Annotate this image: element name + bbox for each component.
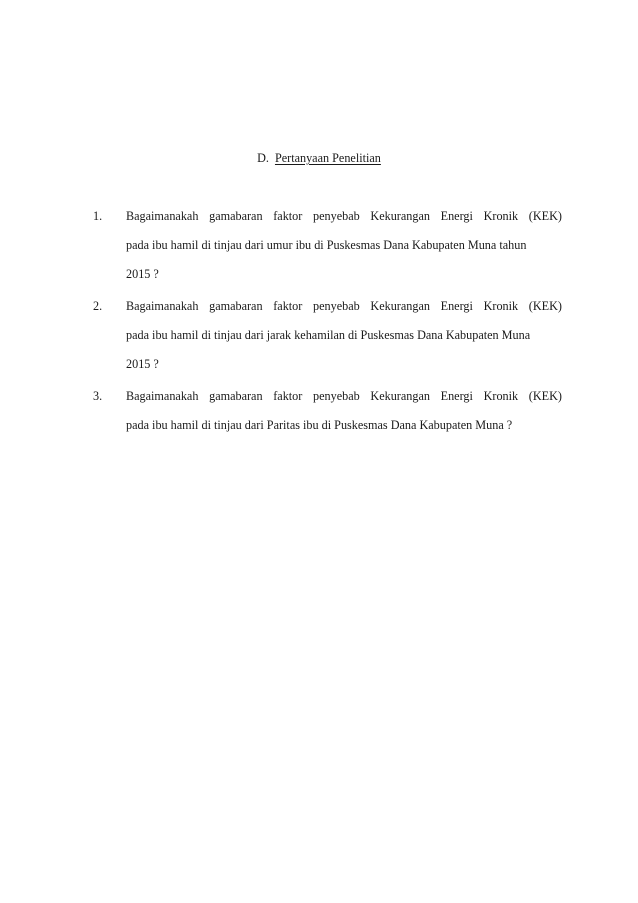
word: (KEK) — [528, 389, 562, 403]
word: penyebab — [313, 389, 360, 403]
word: Kronik — [483, 299, 519, 313]
word: Bagaimanakah — [126, 299, 199, 313]
question-item — [0, 292, 638, 382]
word: penyebab — [313, 299, 360, 313]
question-line-3: 2015 ? — [126, 267, 159, 281]
word: Kekurangan — [370, 389, 430, 403]
word: Energi — [440, 209, 473, 223]
word: Kekurangan — [370, 299, 430, 313]
question-line-3: 2015 ? — [126, 357, 159, 371]
section-title: Pertanyaan Penelitian — [274, 151, 381, 165]
question-line-2: pada ibu hamil di tinjau dari jarak kehamilan di Puskesmas Dana Kabupaten Muna — [126, 328, 531, 342]
word: Kronik — [483, 389, 519, 403]
question-line-2: pada ibu hamil di tinjau dari umur ibu di Puskesmas Dana Kabupaten Muna tahun — [126, 238, 527, 252]
section-letter: D. — [257, 151, 269, 165]
word: gamabaran — [209, 209, 263, 223]
section-heading — [0, 150, 638, 166]
word: penyebab — [313, 209, 360, 223]
question-line-2: pada ibu hamil di tinjau dari Paritas ibu di Puskesmas Dana Kabupaten Muna ? — [126, 418, 513, 432]
question-item — [0, 202, 638, 292]
question-line-1 — [126, 202, 562, 231]
question-number: 1. — [93, 209, 103, 223]
word: gamabaran — [209, 389, 263, 403]
word: Kronik — [483, 209, 519, 223]
question-item — [0, 382, 638, 472]
word: Energi — [440, 389, 473, 403]
question-list — [0, 202, 638, 472]
word: gamabaran — [209, 299, 263, 313]
word: Kekurangan — [370, 209, 430, 223]
question-text — [126, 382, 562, 440]
word: faktor — [273, 209, 303, 223]
question-text — [126, 202, 562, 289]
question-text — [126, 292, 562, 379]
word: Bagaimanakah — [126, 389, 199, 403]
word: Energi — [440, 299, 473, 313]
question-line-1 — [126, 292, 562, 321]
word: faktor — [273, 389, 303, 403]
question-number: 3. — [93, 389, 103, 403]
word: (KEK) — [528, 209, 562, 223]
question-line-1 — [126, 382, 562, 411]
word: faktor — [273, 299, 303, 313]
word: Bagaimanakah — [126, 209, 199, 223]
question-number: 2. — [93, 299, 103, 313]
word: (KEK) — [528, 299, 562, 313]
